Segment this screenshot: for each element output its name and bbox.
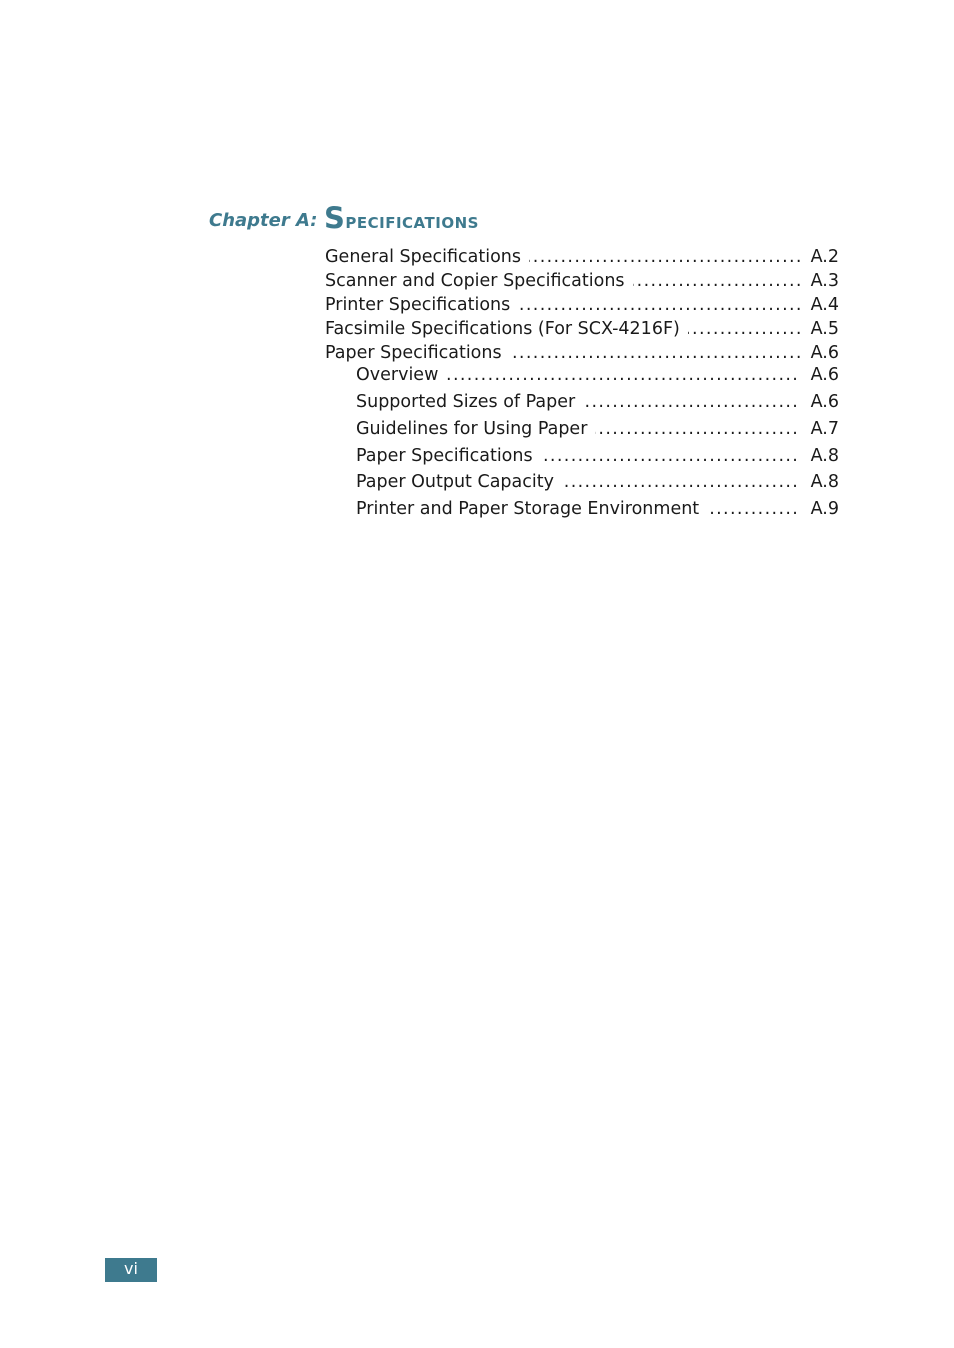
toc-entry-text: Printer Specifications bbox=[325, 295, 518, 315]
toc-entry-paper-specifications[interactable] bbox=[325, 341, 839, 365]
toc-entry-page: A.8 bbox=[800, 470, 839, 494]
toc-entry-page: A.8 bbox=[800, 444, 839, 468]
chapter-title: Specifications bbox=[324, 201, 479, 235]
chapter-heading bbox=[209, 200, 849, 240]
toc-entry-general-specifications[interactable] bbox=[325, 245, 839, 269]
toc-entry-page: A.6 bbox=[800, 341, 839, 365]
toc-entry-page: A.6 bbox=[800, 363, 839, 387]
toc-entry-facsimile-specifications[interactable] bbox=[325, 317, 839, 341]
toc-entry-overview[interactable] bbox=[356, 363, 839, 387]
toc-entry-paper-output-capacity[interactable] bbox=[356, 470, 839, 494]
toc-entry-text: General Specifications bbox=[325, 247, 529, 267]
toc-entry-page: A.9 bbox=[800, 497, 839, 521]
toc-entry-text: Overview bbox=[356, 365, 446, 385]
toc-entry-text: Paper Specifications bbox=[356, 446, 541, 466]
toc-entry-page: A.3 bbox=[800, 269, 839, 293]
toc-entry-scanner-copier-specifications[interactable] bbox=[325, 269, 839, 293]
toc-entry-text: Supported Sizes of Paper bbox=[356, 392, 583, 412]
page-number: vi bbox=[105, 1258, 157, 1282]
toc-entry-paper-specifications-sub[interactable] bbox=[356, 444, 839, 468]
toc-entry-printer-specifications[interactable] bbox=[325, 293, 839, 317]
toc-entry-text: Printer and Paper Storage Environment bbox=[356, 499, 707, 519]
toc-entry-page: A.2 bbox=[800, 245, 839, 269]
toc-entry-text: Paper Specifications bbox=[325, 343, 510, 363]
toc-entry-text: Paper Output Capacity bbox=[356, 472, 562, 492]
toc-entry-page: A.4 bbox=[800, 293, 839, 317]
toc-entry-supported-sizes-of-paper[interactable] bbox=[356, 390, 839, 414]
toc-entry-guidelines-for-using-paper[interactable] bbox=[356, 417, 839, 441]
chapter-label: Chapter A: bbox=[209, 210, 318, 231]
toc-entry-printer-paper-storage-environment[interactable] bbox=[356, 497, 839, 521]
toc-entry-text: Facsimile Specifications (For SCX-4216F) bbox=[325, 319, 688, 339]
toc-entry-page: A.7 bbox=[800, 417, 839, 441]
toc-entry-text: Scanner and Copier Specifications bbox=[325, 271, 633, 291]
toc-entry-page: A.6 bbox=[800, 390, 839, 414]
toc-entry-text: Guidelines for Using Paper bbox=[356, 419, 595, 439]
toc-entry-page: A.5 bbox=[800, 317, 839, 341]
